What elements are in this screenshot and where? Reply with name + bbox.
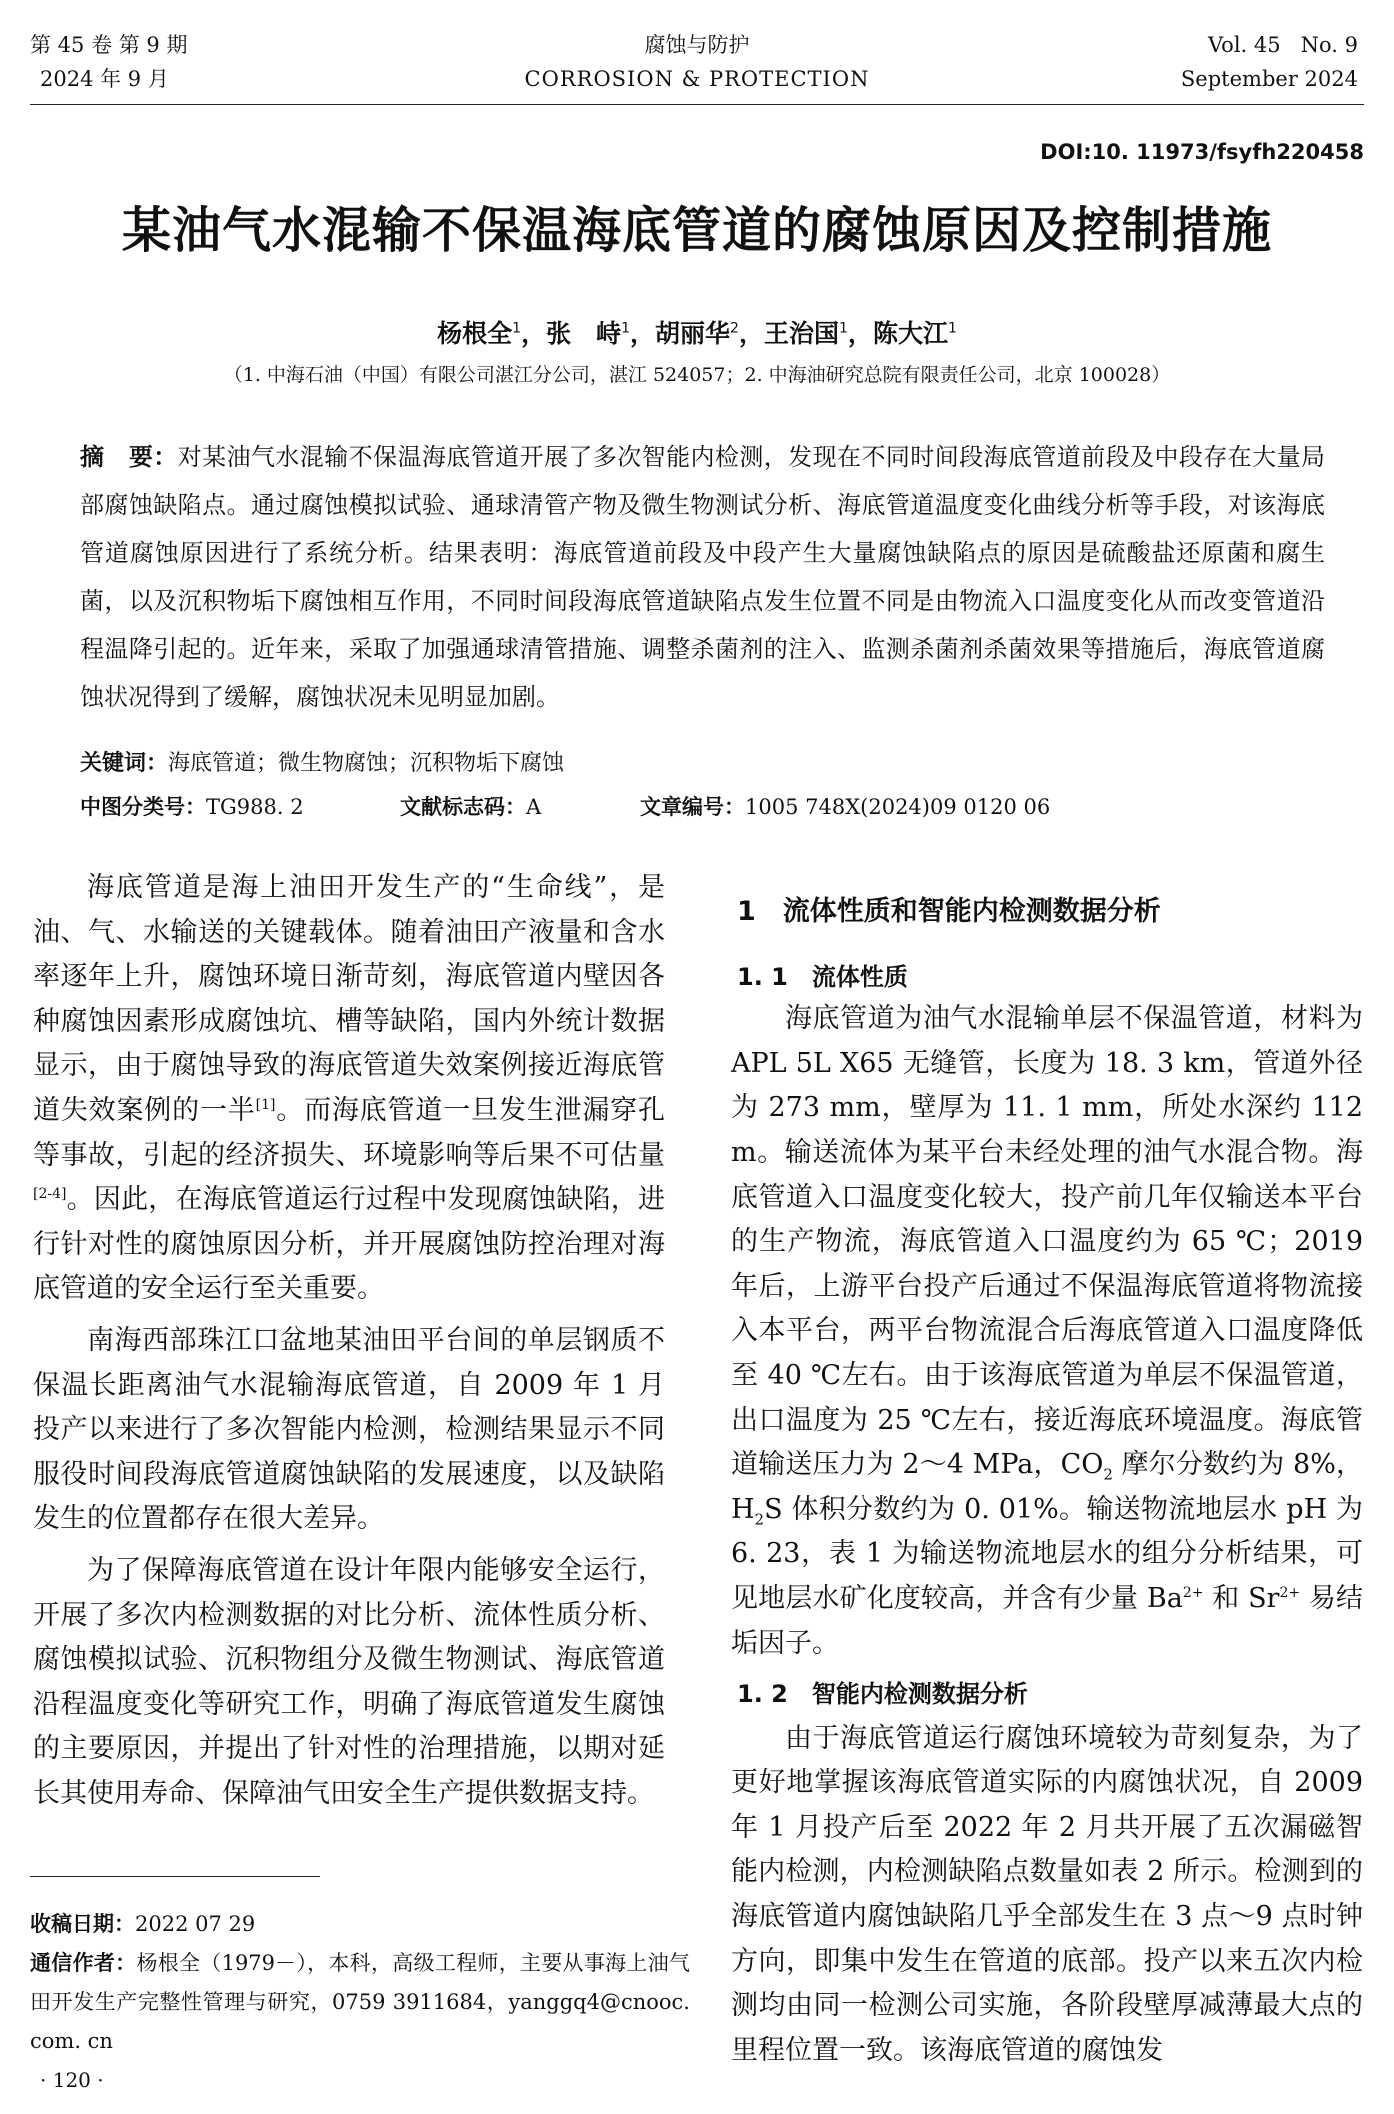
received-value: 2022 07 29	[135, 1912, 256, 1936]
author-list: 杨根全$^1$，张 峙$^1$，胡丽华$^2$，王治国$^1$，陈大江$^1$	[437, 319, 957, 348]
author-affil-mark: 1	[621, 320, 631, 337]
text-run: S 体积分数约为 0. 01%。输送物流地层水 pH 为 6. 23，表 1 为输送物流地层水的组分分析结果，可见地层水矿化度较高，并含有少量 Ba	[731, 1493, 1363, 1614]
keywords	[80, 746, 564, 777]
corresponding-author-label: 通信作者：	[30, 1951, 137, 1975]
header-journal-cn: 腐蚀与防护	[644, 33, 750, 57]
author-name: 杨根全	[437, 319, 513, 348]
text-run: 摩尔分数约为 8%，H	[731, 1449, 1363, 1525]
corresponding-author-text: 杨根全（1979－），本科，高级工程师，主要从事海上油气田开发生产完整性管理与研究，0759 3911684，yanggq4@cnooc. com. cn	[30, 1951, 690, 2053]
keywords-label: 关键词：	[80, 751, 169, 776]
inspection-paragraph: 由于海底管道运行腐蚀环境较为苛刻复杂，为了更好地掌握该海底管道实际的内腐蚀状况，自 2009 年 1 月投产后至 2022 年 2 月共开展了五次漏磁智能内检测，内检测缺陷点数量如表 2 所示。检测到的海底管道内腐蚀缺陷几乎全部发生在 3 点～9 点时钟方向，即集中发生在管道的底部。投产以来五次内检测均由同一检测公司实施，各阶段壁厚减薄最大点的里程位置一致。该海底管道的腐蚀发	[731, 1722, 1363, 2066]
page-number: · 120 ·	[40, 2068, 104, 2092]
header-date-en: September 2024	[1180, 67, 1358, 91]
author-name: 陈大江	[872, 319, 948, 348]
author-name: 张 峙	[546, 319, 622, 348]
clc-label: 中图分类号：	[80, 795, 206, 819]
author-affil-mark: 2	[730, 320, 739, 337]
doi: DOI:10. 11973/fsyfh220458	[1040, 140, 1364, 164]
citation: [2-4]	[33, 1186, 67, 1203]
author-affil-mark: 1	[512, 320, 522, 337]
intro-paragraph-3: 为了保障海底管道在设计年限内能够安全运行，开展了多次内检测数据的对比分析、流体性质分析、腐蚀模拟试验、沉积物组分及微生物测试、海底管道沿程温度变化等研究工作，明确了海底管道发生腐蚀的主要原因，并提出了针对性的治理措施，以期对延长其使用寿命、保障油气田安全生产提供数据支持。	[33, 1554, 665, 1809]
text-run: 和 Sr	[1203, 1582, 1280, 1614]
text-run: 。因此，在海底管道运行过程中发现腐蚀缺陷，进行针对性的腐蚀原因分析，并开展腐蚀防控治理对海底管道的安全运行至关重要。	[33, 1184, 665, 1305]
superscript: 2+	[1279, 1584, 1301, 1601]
author-affil-mark: 1	[947, 320, 957, 337]
text-run: 。而海底管道一旦发生泄漏穿孔等事故，引起的经济损失、环境影响等后果不可估量	[33, 1094, 666, 1171]
abstract-text: 对某油气水混输不保温海底管道开展了多次智能内检测，发现在不同时间段海底管道前段及中段存在大量局部腐蚀缺陷点。通过腐蚀模拟试验、通球清管产物及微生物测试分析、海底管道温度变化曲线分析等手段，对该海底管道腐蚀原因进行了系统分析。结果表明：海底管道前段及中段产生大量腐蚀缺陷点的原因是硫酸盐还原菌和腐生菌，以及沉积物垢下腐蚀相互作用，不同时间段海底管道缺陷点发生位置不同是由物流入口温度变化从而改变管道沿程温降引起的。近年来，采取了加强通球清管措施、调整杀菌剂的注入、监测杀菌剂杀菌效果等措施后，海底管道腐蚀状况得到了缓解，腐蚀状况未见明显加剧。	[80, 443, 1326, 711]
intro-paragraph-1	[33, 866, 665, 1312]
clc-value: TG988. 2	[206, 795, 304, 819]
author-affil-mark: 1	[839, 320, 848, 337]
paper-title: 某油气水混输不保温海底管道的腐蚀原因及控制措施	[121, 202, 1272, 259]
article-number-value: 1005 748X(2024)09 0120 06	[745, 795, 1051, 819]
abstract	[80, 433, 1325, 721]
header-journal-en: CORROSION & PROTECTION	[524, 67, 870, 91]
doc-code-value: A	[526, 795, 542, 819]
superscript: 2+	[1182, 1584, 1204, 1601]
received-label: 收稿日期：	[30, 1912, 135, 1936]
footnote-rule	[30, 1876, 320, 1877]
text-run: 易结垢因子。	[731, 1582, 1363, 1659]
article-number-label: 文章编号：	[640, 795, 745, 819]
fluid-paragraph	[731, 997, 1363, 1666]
section-heading-1-2: 1. 2 智能内检测数据分析	[737, 1680, 1028, 1709]
left-column	[33, 866, 665, 1816]
text-run: 海底管道为油气水混输单层不保温管道，材料为 APL 5L X65 无缝管，长度为 18. 3 km，管道外径为 273 mm，壁厚为 11. 1 mm，所处水深约 112 m。输送流体为某平台未经处理的油气水混合物。海底管道入口温度变化较大，投产前几年仅输送本平台的生产物流，海底管道入口温度约为 65 ℃；2019 年后，上游平台投产后通过不保温海底管道将物流接入本平台，两平台物流混合后海底管道入口温度降低至 40 ℃左右。由于该海底管道为单层不保温管道，出口温度为 25 ℃左右，接近海底环境温度。海底管道输送压力为 2～4 MPa，CO	[731, 1003, 1363, 1481]
subscript: 2	[1103, 1465, 1113, 1484]
received-date	[30, 1905, 690, 1944]
author-name: 王治国	[763, 319, 839, 348]
header-rule	[30, 104, 1364, 105]
section-heading-1-1: 1. 1 流体性质	[737, 962, 908, 991]
doc-code-label: 文献标志码：	[400, 795, 526, 819]
intro-paragraph-2: 南海西部珠江口盆地某油田平台间的单层钢质不保温长距离油气水混输海底管道，自 2009 年 1 月投产以来进行了多次智能内检测，检测结果显示不同服役时间段海底管道腐蚀缺陷的发展速度，以及缺陷发生的位置都存在很大差异。	[33, 1324, 665, 1535]
header-date-cn: 2024 年 9 月	[40, 67, 169, 91]
abstract-label: 摘 要：	[80, 443, 178, 471]
section-heading-1: 1 流体性质和智能内检测数据分析	[737, 896, 1161, 927]
header-volume-en: Vol. 45 No. 9	[1207, 33, 1358, 57]
keywords-text: 海底管道；微生物腐蚀；沉积物垢下腐蚀	[168, 751, 565, 776]
right-column	[731, 890, 1363, 2073]
corresponding-author	[30, 1944, 690, 2061]
footnote	[30, 1905, 690, 2061]
header-volume-cn: 第 45 卷 第 9 期	[30, 33, 188, 57]
author-name: 胡丽华	[655, 319, 731, 348]
text-run: 海底管道是海上油田开发生产的“生命线”，是油、气、水输送的关键载体。随着油田产液量和含水率逐年上升，腐蚀环境日渐苛刻，海底管道内壁因各种腐蚀因素形成腐蚀坑、槽等缺陷，国内外统计数据显示，由于腐蚀导致的海底管道失效案例接近海底管道失效案例的一半	[33, 872, 665, 1126]
citation: [1]	[255, 1096, 276, 1113]
affiliation: （1. 中海石油（中国）有限公司湛江分公司，湛江 524057；2. 中海油研究总院有限责任公司，北京 100028）	[223, 364, 1171, 386]
classification-line	[80, 791, 1325, 821]
subscript: 2	[754, 1510, 765, 1529]
